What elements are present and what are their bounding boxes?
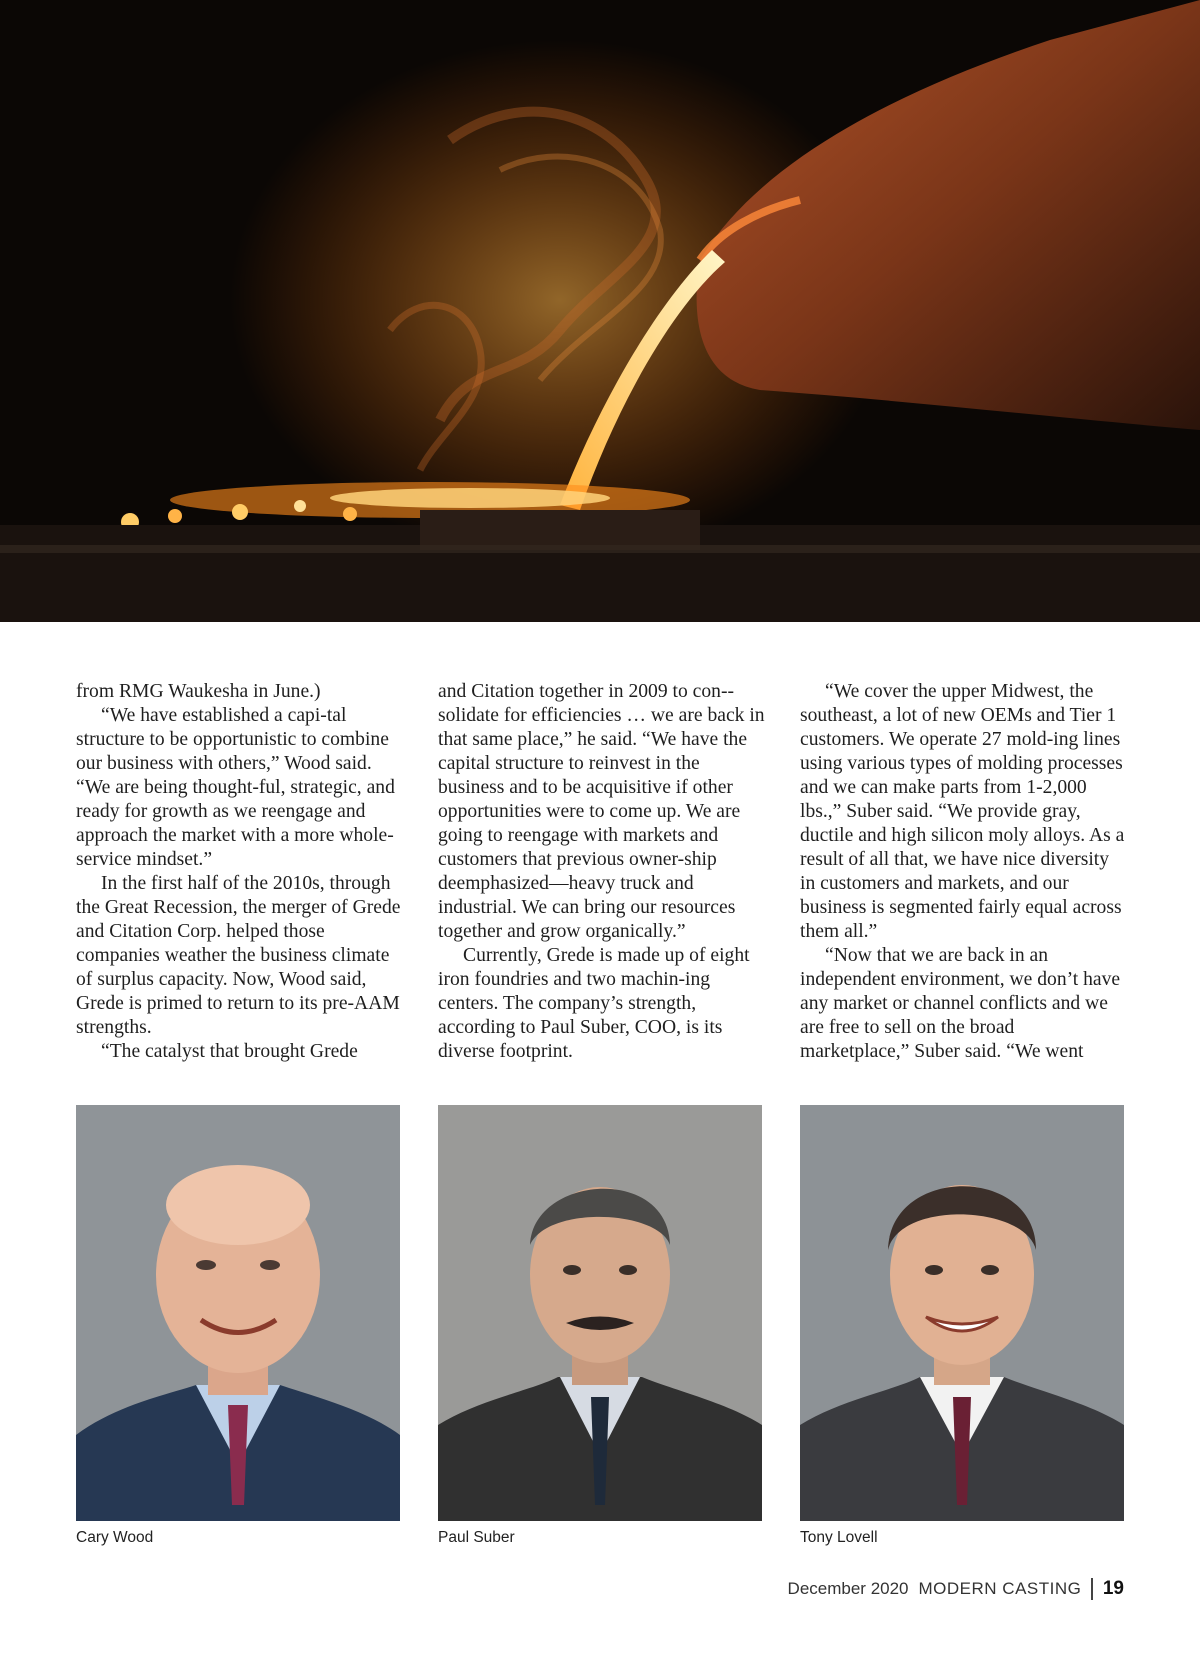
- article-column-1: [76, 680, 403, 1064]
- paragraph: “Now that we are back in an independent environment, we don’t have any market or channel conflicts and we are free to sell on the broad marketplace,” Suber said. “We went: [800, 945, 1121, 1062]
- portrait-photo-tony-lovell: [800, 1105, 1124, 1521]
- article-column-2: [438, 680, 765, 1064]
- portrait-caption: Cary Wood: [76, 1529, 154, 1546]
- paragraph: from RMG Waukesha in June.): [76, 681, 321, 702]
- page-footer: [788, 1578, 1124, 1600]
- article-column-3: [800, 680, 1127, 1064]
- paragraph: In the first half of the 2010s, through the Great Recession, the merger of Grede and Citation Corp. helped those companies weather the business climate of surplus capacity. Now, Wood said, Grede is primed to return to its pre-AAM strengths.: [76, 873, 401, 1038]
- portrait-photo-paul-suber: [438, 1105, 762, 1521]
- footer-divider: [1091, 1578, 1093, 1600]
- paragraph: “The catalyst that brought Grede: [101, 1041, 358, 1062]
- paragraph: “We have established a capi-tal structure to be opportunistic to combine our business with others,” Wood said. “We are being thought-ful, strategic, and ready for growth as we reengage and approach the market with a more whole-service mindset.”: [76, 705, 395, 870]
- portrait-caption: Tony Lovell: [800, 1529, 878, 1546]
- paragraph: and Citation together in 2009 to con-solidate for efficiencies … we are back in that same place,” he said. “We have the capital structure to reinvest in the business and to be acquisitive if other opportunities were to come up. We are going to reengage with markets and customers that previous owner-ship deemphasized—heavy truck and industrial. We can bring our resources together and grow organically.”: [438, 681, 765, 942]
- issue-date: December 2020: [787, 1579, 909, 1598]
- portrait-caption: Paul Suber: [438, 1529, 515, 1546]
- hero-photo-molten-pour: [0, 0, 1200, 622]
- page-number: 19: [1102, 1578, 1124, 1599]
- paragraph: “We cover the upper Midwest, the southeast, a lot of new OEMs and Tier 1 customers. We operate 27 mold-ing lines using various types of molding processes and we can make parts from 1-2,000 lbs.,” Suber said. “We provide gray, ductile and high silicon moly alloys. As a result of all that, we have nice diversity in customers and markets, and our business is segmented fairly equal across them all.”: [800, 681, 1125, 942]
- paragraph: Currently, Grede is made up of eight iron foundries and two machin-ing centers. The company’s strength, according to Paul Suber, COO, is its diverse footprint.: [438, 945, 750, 1062]
- magazine-name: MODERN CASTING: [918, 1579, 1082, 1598]
- portrait-photo-cary-wood: [76, 1105, 400, 1521]
